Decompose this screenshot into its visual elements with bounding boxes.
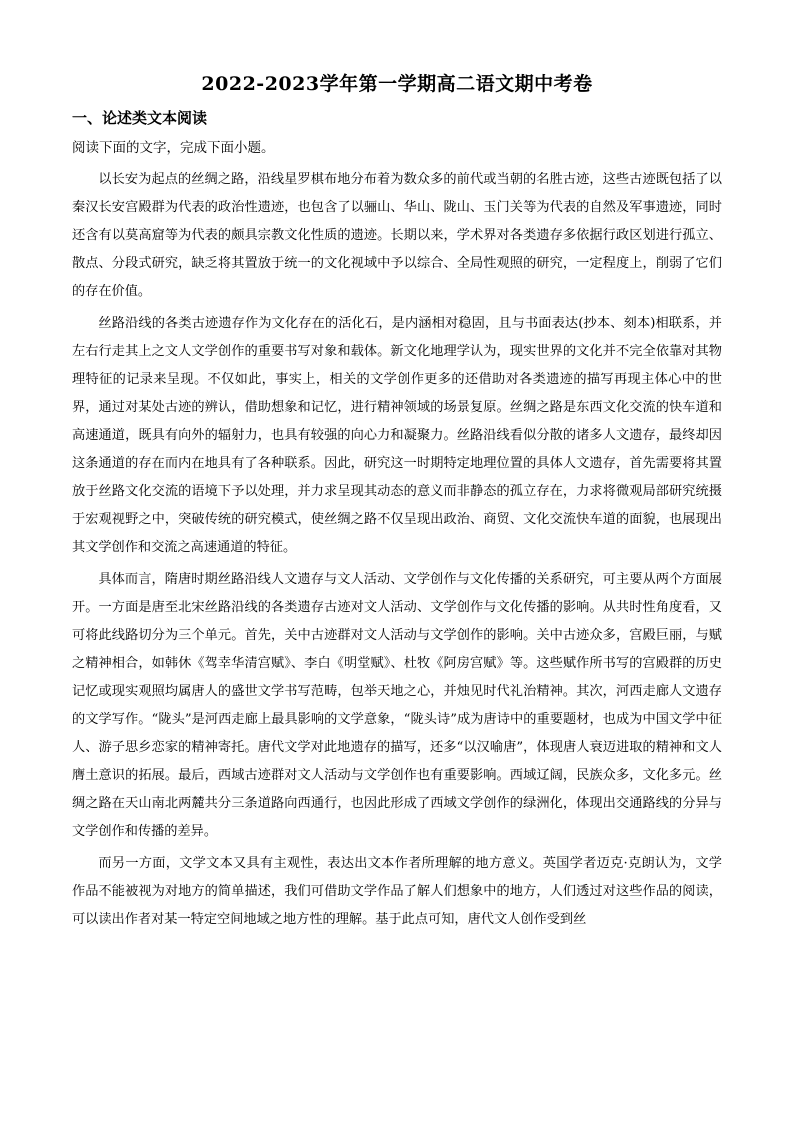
passage-paragraph-2: 丝路沿线的各类古迹遗存作为文化存在的活化石，是内涵相对稳固，且与书面表达(抄本、刻本)相联系，并左右行走其上之文人文学创作的重要书写对象和载体。新文化地理学认为，现实世界的文化并不完全依靠对其物理特征的记录来呈现。不仅如此，事实上，相关的文学创作更多的还借助对各类遗迹的描写再现主体心中的世界，通过对某处古迹的辨认，借助想象和记忆，进行精神领域的场景复原。丝绸之路是东西文化交流的快车道和高速通道，既具有向外的辐射力，也具有较强的向心力和凝聚力。丝路沿线看似分散的诸多人文遗存，最终却因这条通道的存在而内在地具有了各种联系。因此，研究这一时期特定地理位置的具体人文遗存，首先需要将其置放于丝路文化交流的语境下予以处理，并力求呈现其动态的意义而非静态的孤立存在，力求将微观局部研究统摄于宏观视野之中，突破传统的研究模式，使丝绸之路不仅呈现出政治、商贸、文化交流快车道的面貌，也展现出其文学创作和交流之高速通道的特征。 bbox=[72, 316, 722, 555]
section-heading: 一、论述类文本阅读 bbox=[72, 109, 208, 127]
passage-paragraph-1: 以长安为起点的丝绸之路，沿线星罗棋布地分布着为数众多的前代或当朝的名胜古迹，这些古迹既包括了以秦汉长安宫殿群为代表的政治性遗迹，也包含了以骊山、华山、陇山、玉门关等为代表的自然及军事遗迹，同时还含有以莫高窟等为代表的颇具宗教文化性质的遗迹。长期以来，学术界对各类遗存多依据行政区划进行孤立、散点、分段式研究，缺乏将其置放于统一的文化视域中予以综合、全局性观照的研究，一定程度上，削弱了它们的存在价值。 bbox=[72, 172, 722, 299]
reading-instruction: 阅读下面的文字，完成下面小题。 bbox=[72, 140, 275, 156]
passage-body bbox=[72, 166, 722, 938]
page-title: 2022-2023学年第一学期高二语文期中考卷 bbox=[201, 73, 593, 95]
passage-paragraph-3: 具体而言，隋唐时期丝路沿线人文遗存与文人活动、文学创作与文化传播的关系研究，可主要从两个方面展开。一方面是唐至北宋丝路沿线的各类遗存古迹对文人活动、文学创作与文化传播的影响。从共时性角度看，又可将此线路切分为三个单元。首先，关中古迹群对文人活动与文学创作的影响。关中古迹众多，宫殿巨丽，与赋之精神相合，如韩休《驾幸华清宫赋》、李白《明堂赋》、杜牧《阿房宫赋》等。这些赋作所书写的宫殿群的历史记忆或现实观照均属唐人的盛世文学书写范畴，包举天地之心，并烛见时代礼治精神。其次，河西走廊人文遗存的文学写作。“陇头”是河西走廊上最具影响的文学意象，“陇头诗”成为唐诗中的重要题材，也成为中国文学中征人、游子思乡恋家的精神寄托。唐代文学对此地遗存的描写，还多“以汉喻唐”，体现唐人衰迈进取的精神和文人膺土意识的拓展。最后，西域古迹群对文人活动与文学创作也有重要影响。西域辽阔，民族众多，文化多元。丝绸之路在天山南北两麓共分三条道路向西通行，也因此形成了西域文学创作的绿洲化，体现出交通路线的分异与文学创作和传播的差异。 bbox=[72, 572, 722, 839]
passage-paragraph-4: 而另一方面，文学文本又具有主观性，表达出文本作者所理解的地方意义。英国学者迈克·克朗认为，文学作品不能被视为对地方的简单描述，我们可借助文学作品了解人们想象中的地方，人们透过对这些作品的阅读，可以读出作者对某一特定空间地域之地方性的理解。基于此点可知，唐代文人创作受到丝 bbox=[72, 856, 722, 927]
